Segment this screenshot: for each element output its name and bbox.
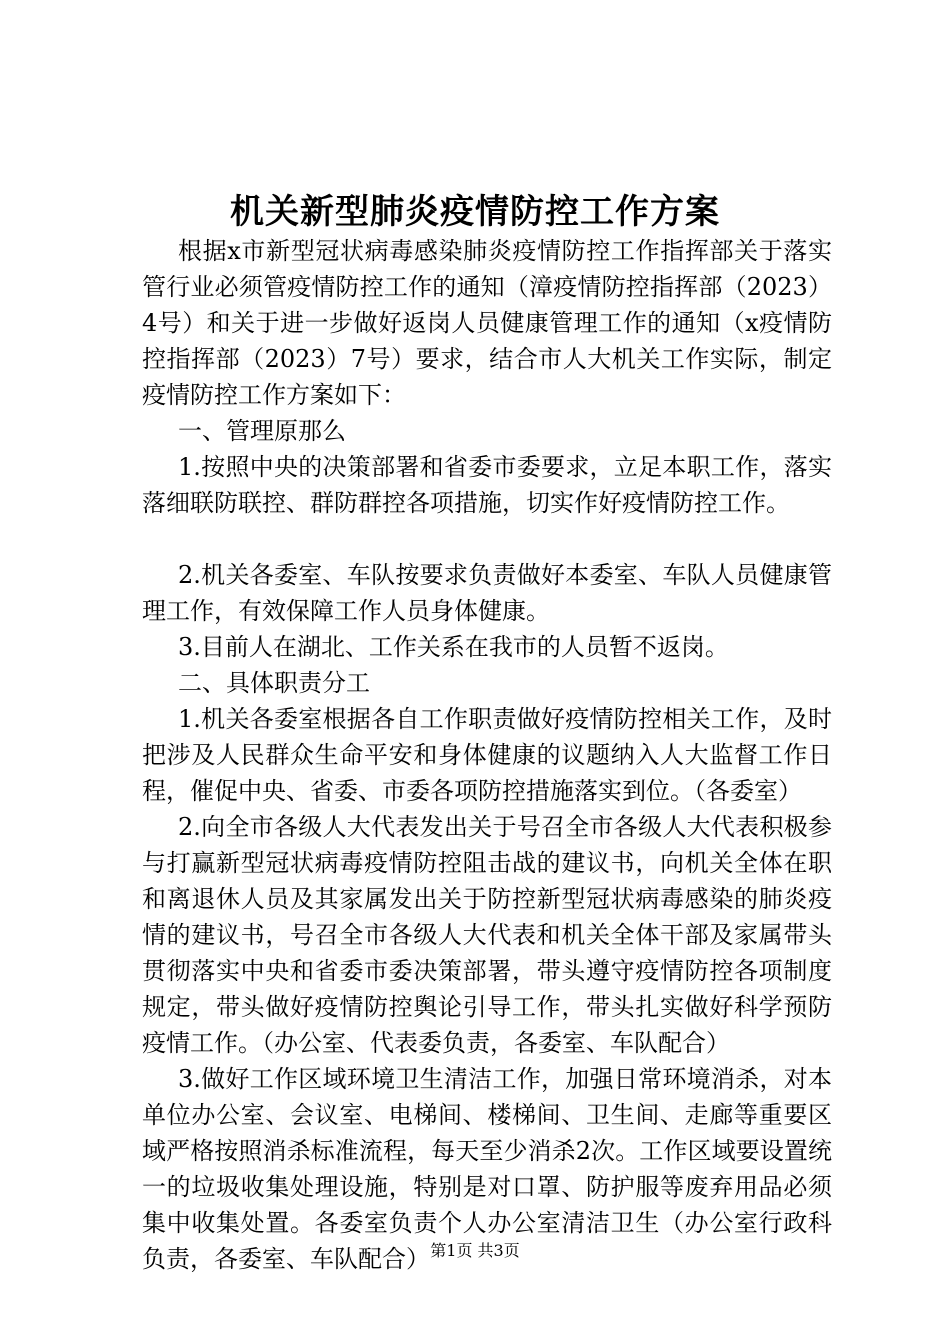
- page-title: 机关新型肺炎疫情防控工作方案: [230, 192, 720, 232]
- paragraph-intro: 根据x市新型冠状病毒感染肺炎疫情防控工作指挥部关于落实管行业必须管疫情防控工作的通知（漳疫情防控指挥部（2023）4号）和关于进一步做好返岗人员健康管理工作的通知（x疫情防控指挥部（2023）7号）要求，结合市人大机关工作实际，制定疫情防控工作方案如下：: [142, 237, 832, 409]
- paragraph-2-3: 3.做好工作区域环境卫生清洁工作，加强日常环境消杀，对本单位办公室、会议室、电梯间、楼梯间、卫生间、走廊等重要区域严格按照消杀标准流程，每天至少消杀2次。工作区域要设置统一的垃圾收集处理设施，特别是对口罩、防护服等废弃用品必须集中收集处置。各委室负责个人办公室清洁卫生（办公室行政科负责，各委室、车队配合）: [142, 1065, 832, 1273]
- page-footer: 第1页 共3页: [430, 1241, 520, 1260]
- paragraph-1-2: 2.机关各委室、车队按要求负责做好本委室、车队人员健康管理工作，有效保障工作人员身体健康。: [142, 561, 832, 625]
- section-heading-2: 二、具体职责分工: [178, 669, 370, 697]
- section-heading-1: 一、管理原那么: [178, 417, 346, 445]
- paragraph-1-3: 3.目前人在湖北、工作关系在我市的人员暂不返岗。: [178, 633, 729, 661]
- document-body: [142, 233, 832, 1277]
- paragraph-2-1: 1.机关各委室根据各自工作职责做好疫情防控相关工作，及时把涉及人民群众生命平安和身体健康的议题纳入人大监督工作日程，催促中央、省委、市委各项防控措施落实到位。（各委室）: [142, 705, 832, 805]
- paragraph-2-2: 2.向全市各级人大代表发出关于号召全市各级人大代表积极参与打赢新型冠状病毒疫情防控阻击战的建议书，向机关全体在职和离退休人员及其家属发出关于防控新型冠状病毒感染的肺炎疫情的建议书，号召全市各级人大代表和机关全体干部及家属带头贯彻落实中央和省委市委决策部署，带头遵守疫情防控各项制度规定，带头做好疫情防控舆论引导工作，带头扎实做好科学预防疫情工作。（办公室、代表委负责，各委室、车队配合）: [142, 813, 832, 1057]
- paragraph-1-1: 1.按照中央的决策部署和省委市委要求，立足本职工作，落实落细联防联控、群防群控各项措施，切实作好疫情防控工作。: [142, 453, 832, 517]
